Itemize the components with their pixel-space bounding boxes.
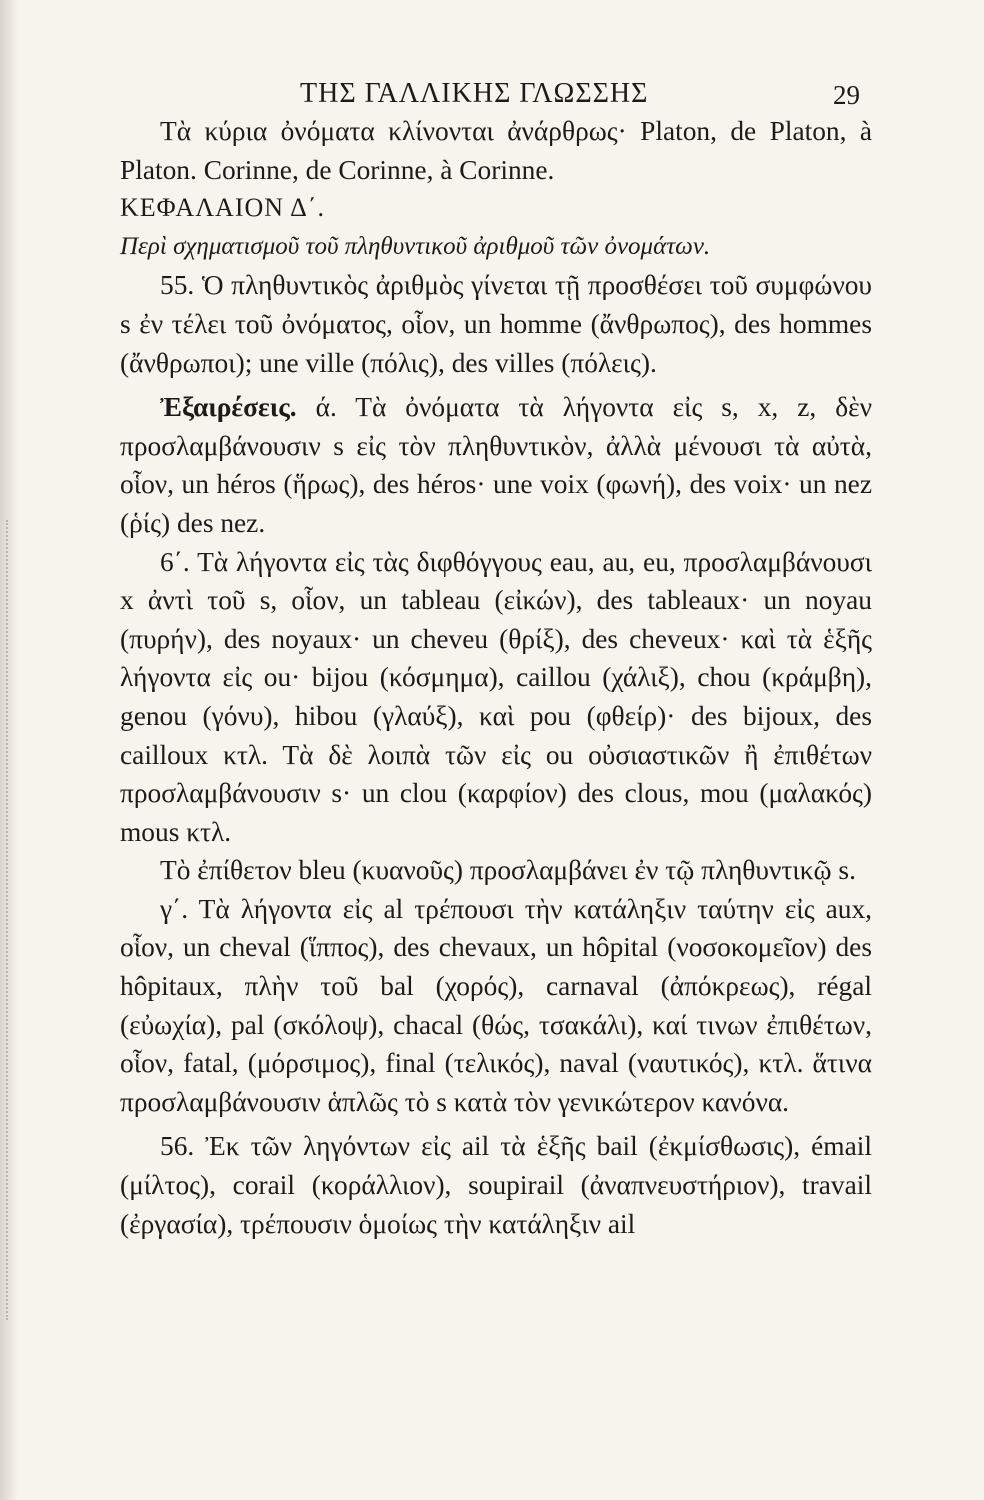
- exceptions-label: Ἐξαιρέσεις.: [160, 392, 297, 423]
- exception-a-text: ά. Τὰ ὀνόματα τὰ λήγοντα εἰς s, x, z, δὲν προσλαμβάνουσιν s εἰς τὸν πληθυντικὸν, ἀλλὰ μένουσι τὰ αὐτὰ, οἷον, un héros (ἥρως), des héros· une voix (φωνή), des voix· un nez (ῥίς) des nez.: [120, 392, 872, 538]
- section-56-paragraph: 56. Ἐκ τῶν ληγόντων εἰς ail τὰ ἑξῆς bail (ἐκμίσθωσις), émail (μίλτος), corail (κοράλλιον), soupirail (ἀναπνευστήριον), travail (ἐργασία), τρέπουσιν ὁμοίως τὴν κατάληξιν ail: [120, 1131, 872, 1239]
- page-number: 29: [833, 80, 860, 110]
- binding-perforation: [6, 520, 12, 1320]
- bleu-note-paragraph: Τὸ ἐπίθετον bleu (κυανοῦς) προσλαμβάνει ἐν τῷ πληθυντικῷ s.: [160, 855, 856, 886]
- running-title: ΤΗΣ ΓΑΛΛΙΚΗΣ ΓΛΩΣΣΗΣ: [300, 78, 649, 109]
- exception-c-paragraph: γ΄. Τὰ λήγοντα εἰς al τρέπουσι τὴν κατάληξιν ταύτην εἰς aux, οἷον, un cheval (ἵππος), des chevaux, un hôpital (νοσοκομεῖον) des hôpitaux, πλὴν τοῦ bal (χορός), carnaval (ἀπόκρεως), régal (εὐωχία), pal (σκόλοψ), chacal (θώς, τσακάλι), καί τινων ἐπιθέτων, οἷον, fatal, (μόρσιμος), final (τελικός), naval (ναυτικός), κτλ. ἅτινα προσλαμβάνουσιν ἁπλῶς τὸ s κατὰ τὸν γενικώτερον κανόνα.: [120, 893, 872, 1117]
- chapter-heading: ΚΕΦΑΛΑΙΟΝ Δ΄.: [120, 193, 325, 223]
- intro-paragraph: Τὰ κύρια ὀνόματα κλίνονται ἀνάρθρως· Platon, de Platon, à Platon. Corinne, de Corinne, à Corinne.: [120, 116, 872, 185]
- exceptions-a-paragraph: [120, 388, 872, 542]
- section-55-paragraph: 55. Ὁ πληθυντικὸς ἀριθμὸς γίνεται τῇ προσθέσει τοῦ συμφώνου s ἐν τέλει τοῦ ὀνόματος, οἷον, un homme (ἄνθρωπος), des hommes (ἄνθρωποι); une ville (πόλις), des villes (πόλεις).: [120, 270, 872, 378]
- chapter-subtitle: Περὶ σχηματισμοῦ τοῦ πληθυντικοῦ ἀριθμοῦ τῶν ὀνομάτων.: [120, 232, 711, 260]
- page-body: [120, 112, 872, 1243]
- exception-b-paragraph: 6΄. Τὰ λήγοντα εἰς τὰς διφθόγγους eau, au, eu, προσλαμβάνουσι x ἀντὶ τοῦ s, οἷον, un tableau (εἰκών), des tableaux· un noyau (πυρήν), des noyaux· un cheveu (θρίξ), des cheveux· καὶ τὰ ἑξῆς λήγοντα εἰς ou· bijou (κόσμημα), caillou (χάλιξ), chou (κράμβη), genou (γόνυ), hibou (γλαύξ), καὶ pou (φθείρ)· des bijoux, des cailloux κτλ. Τὰ δὲ λοιπὰ τῶν εἰς ou οὐσιαστικῶν ἢ ἐπιθέτων προσλαμβάνουσιν s· un clou (καρφίον) des clous, mou (μαλακός) mous κτλ.: [120, 546, 872, 847]
